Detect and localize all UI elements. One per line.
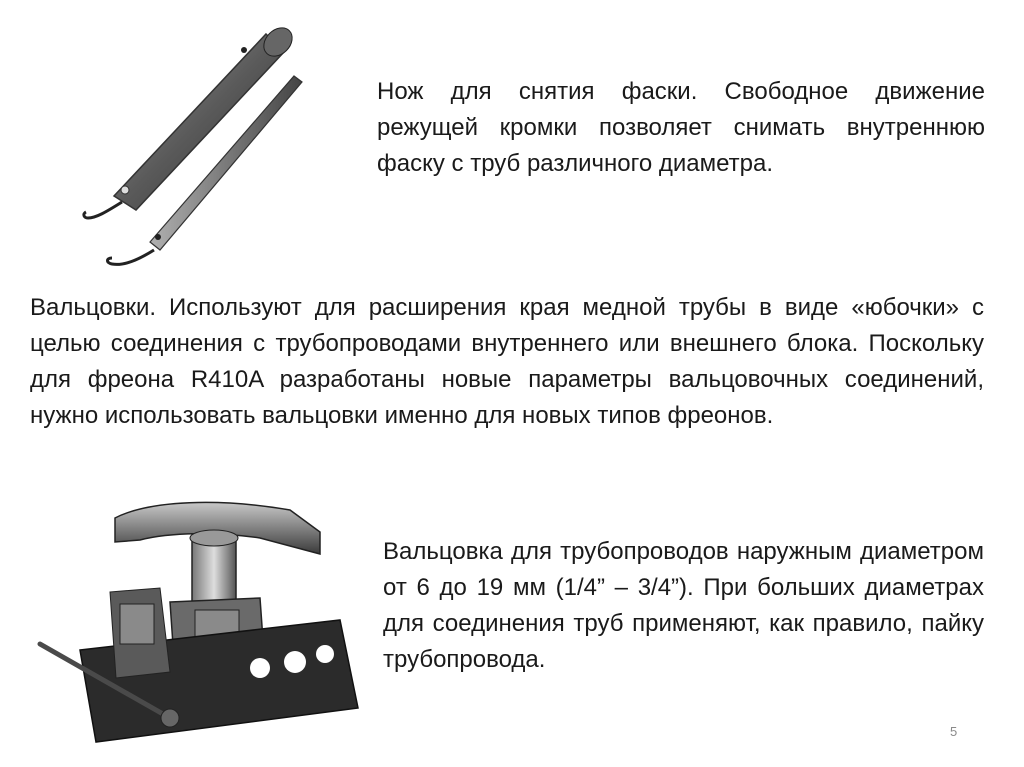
flaring-tool-range-description: Вальцовка для трубопроводов наружным диаметром от 6 до 19 мм (1/4” – 3/4”). При больших диаметрах для соединения труб применяют, как правило, пайку трубопровода.: [383, 538, 984, 673]
flaring-tools-description: Вальцовки. Используют для расширения края медной трубы в виде «юбочки» с целью соединения с трубопроводами внутреннего или внешнего блока. Поскольку для фреона R410A разработаны новые параметры вальцовочных соединений, нужно использовать вальцовки именно для новых типов фреонов.: [30, 294, 984, 429]
deburring-knife-description: Нож для снятия фаски. Свободное движение режущей кромки позволяет снимать внутреннюю фаску с труб различного диаметра.: [377, 78, 985, 177]
deburring-knife-image: [40, 12, 340, 277]
slide-number: 5: [950, 724, 958, 739]
flaring-tool-image: [20, 492, 380, 762]
